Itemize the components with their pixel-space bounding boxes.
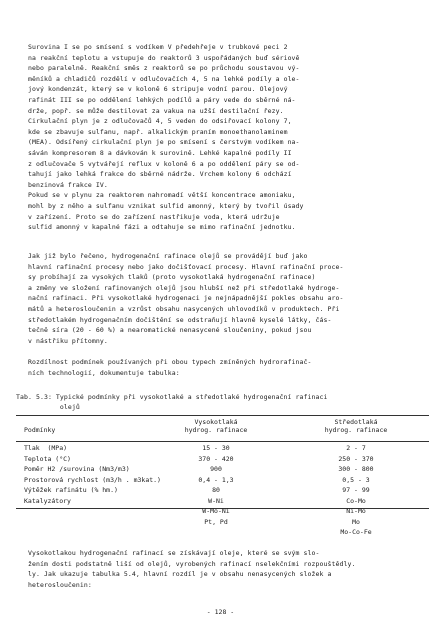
text-line: mátů a heterosloučenin a vzrůst obsahu nasycených uhlovodíků v produktech. Při (28, 304, 340, 313)
table-row-label: Poměr H2 /surovina (Nm3/m3) (24, 465, 130, 474)
table-cell-high: 15 - 30 (202, 444, 230, 452)
table-cell-mid: 300 - 800 (338, 465, 374, 474)
table-cell-high: W-Ni (208, 497, 224, 505)
text-line: benzinová frakce IV. (28, 180, 108, 189)
table-cell-mid: Mo-Co-Fe (340, 528, 372, 537)
table-cell-high: 80 (212, 486, 220, 495)
table-cell-mid: Mo (352, 517, 360, 526)
text-line: nebo paralelně. Reakční směs z reaktorů se po průchodu soustavou vý- (28, 64, 300, 73)
table-row-label: Tlak (MPa) (24, 444, 68, 452)
table-cell-mid: Co-Mo (346, 497, 366, 505)
table-header-high-pressure: Vysokotlaká hydrog. rafinace (184, 418, 248, 434)
text-line: měníků a chladičů rozdělí v odlučovačích 4, 5 na lehké podíly a ole- (28, 74, 300, 83)
paragraph-refining-types (28, 251, 420, 346)
text-line: z odlučovače 5 vytvářejí reflux v koloně 6 a po oddělení páry se od- (28, 159, 300, 168)
text-line: Vysokotlakou hydrogenační rafinací se získávají oleje, které se svým slo- (28, 549, 320, 557)
table-row-label: Teplota (°C) (24, 454, 71, 463)
text-line: tečně síra (20 - 60 %) a nearomatické nenasycené sloučeniny, pokud jsou (28, 326, 312, 335)
text-line: Jak již bylo řečeno, hydrogenační rafinace olejů se provádějí buď jako (28, 252, 308, 260)
paragraph-process-description (28, 42, 420, 233)
text-line: a změny ve složení rafinovaných olejů jsou hlubší než při středotlaké hydroge- (28, 283, 340, 292)
conditions-table (16, 415, 429, 509)
text-line: Cirkulační plyn je z odlučovačů 4, 5 veden do odsiřovací kolony 7, (28, 117, 292, 126)
text-line: sy probíhají za vysokých tlaků (proto vysokotlaká hydrogenační rafinace) (28, 273, 316, 282)
table-cell-high: 900 (210, 465, 222, 474)
table-header-divider (16, 441, 429, 442)
text-line: nační rafinaci. Při vysokotlaké hydrogenaci je nejnápadnější pokles obsahu aro- (28, 294, 344, 303)
paragraph-oil-composition (28, 548, 420, 590)
text-line: (MEA). Odsířený cirkulační plyn je po smísení s čerstvým vodíkem na- (28, 138, 300, 147)
table-row-label: Prostorová rychlost (m3/h . m3kat.) (24, 475, 161, 484)
table-cell-mid: 97 - 99 (342, 486, 370, 495)
text-line: tahují jako lehká frakce do sběrné nádrže. Vrchem kolony 6 odchází (28, 170, 292, 179)
text-line: sulfid amonný v kapalné fázi a odtahuje se mimo rafinační jednotku. (28, 223, 296, 232)
table-caption-line: Tab. 5.3: Typické podmínky při vysokotlaké a středotlaké hydrogenační rafinaci (16, 393, 328, 401)
table-header-medium-pressure: Středotlaká hydrog. rafinace (324, 418, 388, 434)
paragraph-table-intro (28, 357, 420, 378)
text-line: mohl by z něho a sulfanu vznikat sulfid amonný, který by tvořil úsady (28, 201, 304, 210)
text-line: žením dosti podstatně liší od olejů, vyrobených rafinací nselekčními rozpouštědly. (28, 559, 356, 568)
table-cell-mid: Ni-Mo (346, 507, 366, 515)
table-cell-mid: 250 - 370 (338, 454, 374, 463)
text-line: rafinát III se po oddělení lehkých podílů a páry vede do sběrné ná- (28, 95, 296, 104)
text-line: drže, popř. se může destilovat za vakua na užší destilační řezy. (28, 106, 284, 115)
text-line: ních technologií, dokumentuje tabulka: (28, 368, 180, 377)
text-line: hlavní rafinační procesy nebo jako dočišťovací procesy. Hlavní rafinační proce- (28, 262, 344, 271)
text-line: Surovina I se po smísení s vodíkem V předehřeje v trubkové peci 2 (28, 43, 288, 51)
table-row-label: Katalyzátory (24, 497, 71, 505)
text-line: sáván kompresorem 8 a dávkován k surovině. Lehké kapalné podíly II (28, 148, 292, 157)
text-line: kde se zbavuje sulfanu, např. alkalickým praním monoethanolaminem (28, 127, 288, 136)
text-line: Rozdílnost podmínek používaných při obou typech zmíněných hydrorafinač- (28, 358, 312, 366)
table-header-conditions: Podmínky (24, 426, 56, 434)
text-line: v nástřiku přítomny. (28, 336, 108, 345)
table-cell-mid: 0,5 - 3 (342, 475, 370, 484)
text-line: ly. Jak ukazuje tabulka 5.4, hlavní rozdíl je v obsahu nenasycených složek a (28, 570, 332, 579)
text-line: Pokud se v plynu za reaktorem nahromadí větší koncentrace amoniaku, (28, 191, 296, 200)
text-line: jový kondenzát, který se v koloně 6 stripuje vodní parou. Olejový (28, 85, 288, 94)
table-cell-high: Pt, Pd (204, 517, 228, 526)
text-line: v zařízení. Proto se do zařízení nastřikuje voda, která udržuje (28, 212, 280, 221)
text-line: na reakční teplotu a vstupuje do reaktorů 3 uspořádaných buď sériově (28, 53, 300, 62)
text-line: heterosloučenin: (28, 580, 92, 589)
table-row-label: Výtěžek rafinátu (% hm.) (24, 486, 118, 495)
table-cell-mid: 2 - 7 (346, 444, 366, 452)
table-caption (16, 392, 426, 412)
table-cell-high: W-Mo-Ni (202, 507, 230, 515)
text-line: středotlakém hydrogenačním dočištění se odstraňují hlavně kyselé látky, čás- (28, 315, 332, 324)
page-number: - 128 - (206, 608, 235, 616)
table-cell-high: 0,4 - 1,3 (198, 475, 234, 484)
table-caption-line: olejů (16, 403, 80, 411)
table-cell-high: 370 - 420 (198, 454, 234, 463)
